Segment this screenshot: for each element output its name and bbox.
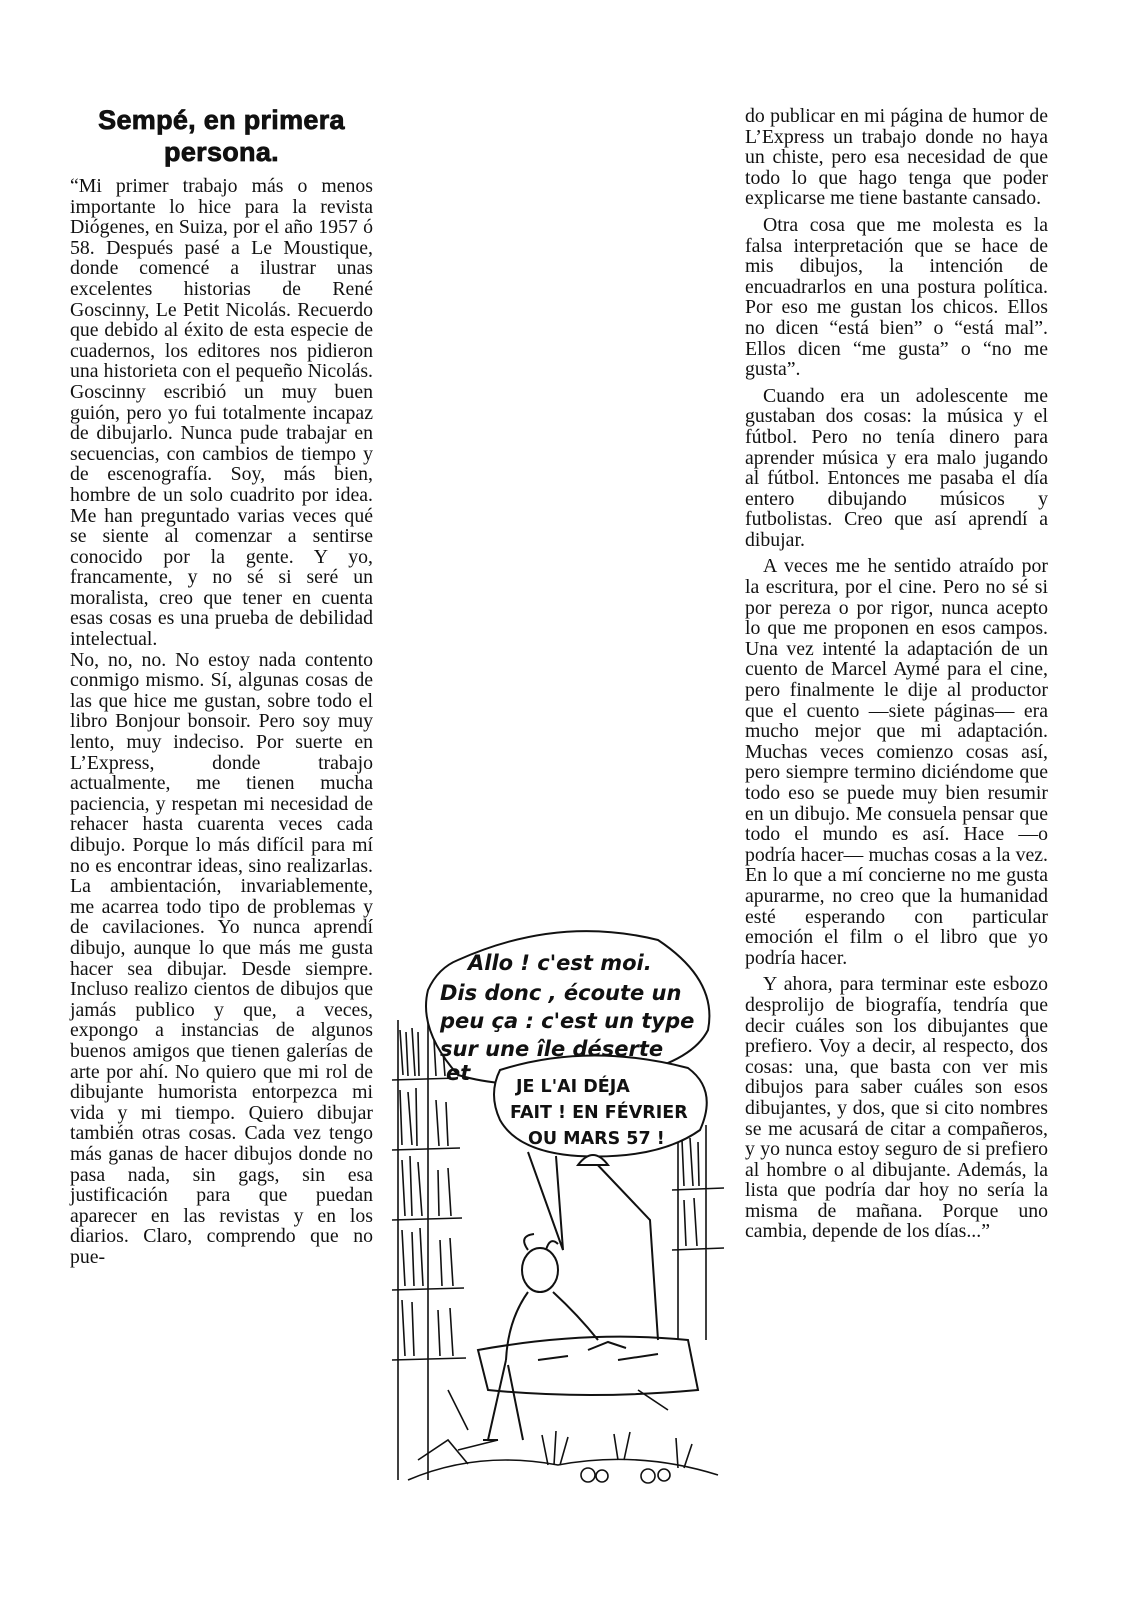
speech-line: peu ça : c'est un type	[440, 1009, 695, 1033]
cartoon-illustration	[388, 920, 732, 1510]
left-paragraph-2: No, no, no. No estoy nada contento conmigo mismo. Sí, algunas cosas de las que hice me gustan, sobre todo el libro Bonjour bonsoir. Pero soy muy lento, muy indeciso. Por suerte en L’Express, donde trabajo actualmente, me tienen mucha paciencia, y respetan mi necesidad de rehacer hasta cuarenta veces cada dibujo. Porque lo más difícil para mí no es encontrar ideas, sino realizarlas. La ambientación, invariablemente, me acarrea todo tipo de problemas y de cavilaciones. Yo nunca aprendí dibujo, aunque lo que más me gusta hacer sea dibujar. Desde siempre. Incluso realizo cientos de dibujos que jamás publico y que, a veces, expongo a instancias de algunos buenos amigos que tienen galerías de arte por ahí. No quiero que mi rol de dibujante humorista entorpezca mi vida y mi tiempo. Quiero dibujar también otras cosas. Cada vez tengo más ganas de hacer dibujos donde no pasa nada, sin gags, sin esa justificación para que puedan aparecer en las revistas y en los diarios. Claro, comprendo que no pue-	[70, 648, 373, 1268]
reply-line: JE L'AI DÉJA	[516, 1077, 630, 1097]
left-column	[70, 104, 373, 1267]
right-column	[745, 106, 1048, 1242]
man-at-desk-drawing	[478, 1234, 698, 1440]
speech-line: sur une île déserte	[440, 1037, 664, 1061]
left-paragraph-1: “Mi primer trabajo más o menos importante lo hice para la revista Diógenes, en Suiza, por el año 1957 ó 58. Después pasé a Le Moustique, donde comencé a ilustrar unas excelentes historias de René Goscinny, Le Petit Nicolás. Recuerdo que debido al éxito de esta especie de cuadernos, los editores nos pidieron una historieta con el pequeño Nicolás. Goscinny escribió un muy buen guión, pero yo fui totalmente incapaz de dibujarlo. Nunca pude trabajar en secuencias, con cambios de tiempo y de escenografía. Soy, más bien, hombre de un solo cuadrito por idea. Me han preguntado varias veces qué se siente al comenzar a sentirse conocido por la gente. Y yo, francamente, y no sé si seré un moralista, creo que tener en cuenta esas cosas es una prueba de debilidad intelectual.	[70, 175, 373, 651]
right-paragraph-4: A veces me he sentido atraído por la escritura, por el cine. Pero no sé si por pereza o por rigor, nunca acepto lo que me proponen en esos campos. Una vez intenté la adaptación de un cuento de Marcel Aymé para el cine, pero finalmente le dije al productor que el cuento —siete páginas— era mucho mejor que mi adaptación. Muchas veces comienzo cosas así, pero siempre termino diciéndome que todo eso se puede muy bien resumir en un dibujo. Me consuela pensar que todo el mundo es así. Hace —o podría hacer— muchas cosas a la vez. En lo que a mí concierne no me gusta apurarme, no creo que la humanidad esté esperando con particular emoción el film o el libro que yo podría hacer.	[745, 555, 1048, 969]
reply-line: FAIT ! EN FÉVRIER	[510, 1103, 688, 1123]
plants-and-clutter-drawing	[408, 1390, 718, 1483]
desk-lamp-drawing	[578, 1155, 658, 1340]
right-paragraph-3: Cuando era un adolescente me gustaban dos cosas: la música y el fútbol. Pero no tenía dinero para aprender música y era malo jugando al fútbol. Entonces me pasaba el día entero dibujando músicos y futbolistas. Creo que así aprendí a dibujar.	[745, 384, 1048, 551]
speech-line: Allo ! c'est moi.	[468, 951, 652, 975]
speech-line: Dis donc , écoute un	[440, 981, 682, 1005]
reply-line: OU MARS 57 !	[528, 1129, 665, 1149]
article-title: Sempé, en primera persona.	[98, 105, 345, 167]
right-paragraph-1: do publicar en mi página de humor de L’Express un trabajo donde no haya un chiste, pero esa necesidad de que todo lo que hago tenga que poder explicarse me tiene bastante cansado.	[745, 105, 1048, 210]
right-paragraph-5: Y ahora, para terminar este esbozo desprolijo de biografía, tendría que decir cuáles son los dibujantes que prefiero. Voy a decir, al respecto, dos cosas: una, que basta con ver mis dibujos para saber cuáles son esos dibujantes, y dos, que si cito nombres se me acusará de citar a compañeros, y yo nunca estoy seguro de si prefiero al hombre o al dibujante. Además, la lista que podría dar hoy no sería la misma de mañana. Porque uno cambia, depende de los días...”	[745, 973, 1048, 1243]
right-paragraph-2: Otra cosa que me molesta es la falsa interpretación que se hace de mis dibujos, la intención de encuadrarlos en una postura política. Por eso me gustan los chicos. Ellos no dicen “está bien” o “está mal”. Ellos dicen “me gusta” o “no me gusta”.	[745, 213, 1048, 381]
speech-line: et	[446, 1061, 471, 1085]
